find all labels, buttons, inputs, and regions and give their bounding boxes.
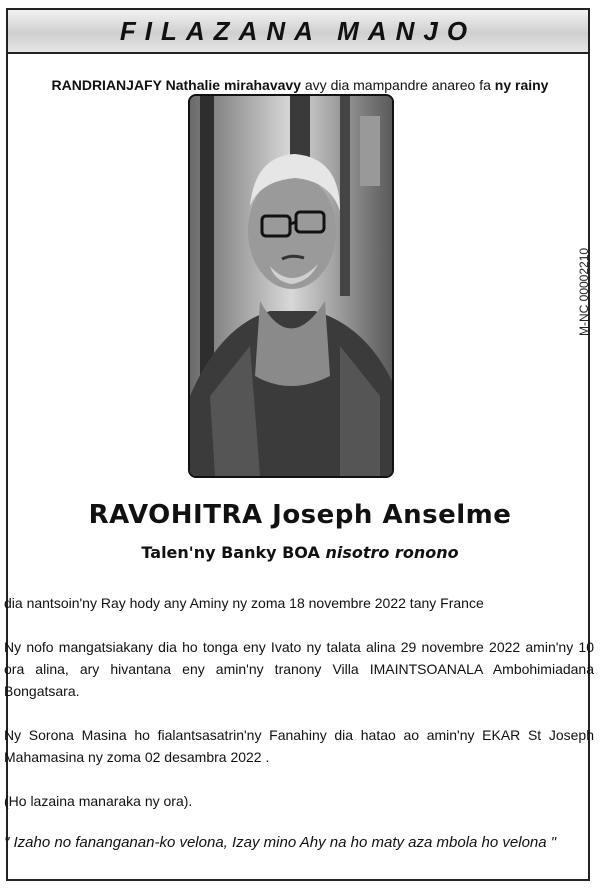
paragraph-death: dia nantsoin'ny Ray hody any Aminy ny zoma 18 novembre 2022 tany France — [4, 595, 484, 611]
portrait-photo — [188, 94, 394, 478]
bible-quote: " Izaho no fananganan-ko velona, Izay mino Ahy na ho maty aza mbola ho velona " — [4, 834, 557, 851]
notice-header — [8, 10, 588, 54]
title-suffix: nisotro ronono — [325, 543, 459, 562]
intro-end: ny rainy — [494, 77, 549, 93]
paragraph-time-note: (Ho lazaina manaraka ny ora). — [4, 793, 193, 809]
deceased-title — [0, 543, 600, 562]
intro-line — [8, 77, 592, 93]
sender-name: RANDRIANJAFY Nathalie — [51, 77, 221, 93]
header-title: FILAZANA MANJO — [119, 16, 477, 46]
reference-code: M-NC 00002210 — [577, 247, 591, 336]
title-prefix: Talen'ny Banky BOA — [141, 543, 320, 562]
intro-middle: avy dia mampandre anareo fa — [304, 77, 491, 93]
deceased-name: RAVOHITRA Joseph Anselme — [88, 500, 512, 530]
paragraph-mass: Ny Sorona Masina ho fialantsasatrin'ny Fanahiny dia hatao ao amin'ny EKAR St Joseph Mahamasina ny zoma 02 desambra 2022 . — [4, 727, 594, 765]
paragraph-arrival: Ny nofo mangatsiakany dia ho tonga eny Ivato ny talata alina 29 novembre 2022 amin'ny 10 ora alina, ary hivantana eny amin'ny tranony Villa IMAINTSOANALA Ambohimiadana Bongatsara. — [4, 639, 594, 699]
sender-role: mirahavavy — [223, 77, 301, 93]
